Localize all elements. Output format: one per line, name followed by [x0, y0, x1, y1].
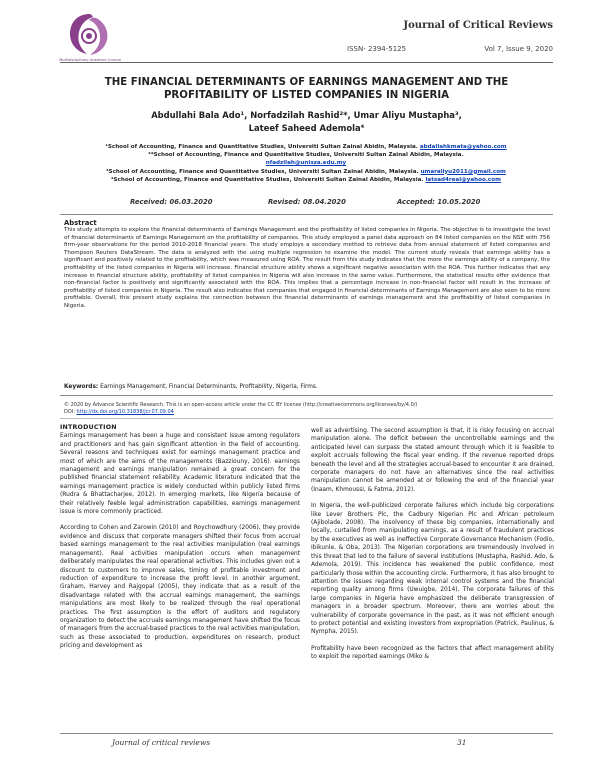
abstract-divider-bottom	[60, 395, 553, 396]
keywords	[64, 384, 550, 390]
paragraph: According to Cohen and Zarowin (2010) and Roychowdhury (2006), they provide evidence and discuss that corporate managers shifted their focus from accrual based earnings management to the real activities manipulation (real earnings management). Real activities manipulation occurs when management deliberately manipulates the real operational activities. This includes given out a discount to customers to improve sales, timing of profitable investment and reduction of expenditure to increase the profit level. In another argument, Graham, Harvey and Rajgopal (2005), they indicate that as a result of the disadvantage related with the accrual earnings management, the earnings manipulations are most likely to be realized through the real operational practices. The first assumption is the effort of auditors and regulatory organization to detect the accruals earnings management have shifted the focus of managers from the accrual-based practices to the real activities manipulation, such as those associated to production, expenditures on research, product pricing and development as	[60, 525, 300, 650]
article-title	[60, 77, 553, 103]
abstract-divider-top	[60, 214, 553, 215]
article-dates	[60, 198, 553, 210]
keywords-list: Earnings Management, Financial Determinants, Profitability, Nigeria, Firms.	[100, 384, 318, 390]
email-link[interactable]: latsad4real@yahoo.com	[425, 176, 501, 183]
logo-caption: Multidisciplinary Academic Journal	[59, 58, 121, 62]
email-link[interactable]: nfadzilah@unisza.edu.my	[265, 160, 347, 167]
footer-divider	[60, 733, 553, 734]
affiliation-text: ¹School of Accounting, Finance and Quantitative Studies, Universiti Sultan Zainal Abidin, Malaysia.	[105, 144, 418, 150]
license-line: © 2020 by Advance Scientific Research. This is an open-access article under the CC BY license (http://creativecommons.org/licenses/by/4.0/)	[64, 402, 418, 408]
affiliation-1	[56, 143, 556, 151]
authors	[60, 109, 553, 134]
doi-line	[64, 409, 550, 416]
paragraph: Earnings management has been a huge and consistent issue among regulators and practitioners and has gain significant attention in the field of accounting. Several reasons and techniques exist for earnings management practice and most of which are the aims of the managements (Bazziouny, 2016). earnings management and earnings manipulation remained a great concern for the published financial statement reliability. Academic literature indicated that the earnings management practice is widely conducted within publicly listed firms (Rudra & Bhattacharjee, 2012). In emerging markets, like Nigeria because of their relatively feeble legal administration capabilities, earnings management issue is more commonly practiced.	[60, 433, 300, 516]
title-line-2: PROFITABILITY OF LISTED COMPANIES IN NIGERIA	[163, 89, 450, 101]
paragraph: well as advertising. The second assumption is that, it is risky focusing on accrual manipulation alone. The deficit between the uncontrollable earnings and the anticipated level can surpass the stated amount through which it is feasible to exploit accruals following the fiscal year ending. If the revenue reported drops beneath the level and all the strategies accrual-based to encounter it are drained, corporate managers do not have an alternatives since the real activities manipulation cannot be amended at or following the end of the financial year (Inaam, Khmoussi, & Fatma, 2012).	[311, 428, 554, 493]
doi-link[interactable]: http://dx.doi.org/10.31838/jcr.07.09.04	[76, 409, 174, 415]
doi-label: DOI:	[64, 409, 75, 415]
title-line-1: THE FINANCIAL DETERMINANTS OF EARNINGS MANAGEMENT AND THE	[104, 77, 509, 88]
affiliations	[56, 143, 556, 184]
license-notice	[64, 402, 550, 416]
authors-line-1: Abdullahi Bala Ado¹, Norfadzilah Rashid²*, Umar Aliyu Mustapha³,	[151, 110, 462, 120]
affiliation-2	[56, 151, 556, 167]
body-column-right	[311, 427, 554, 670]
abstract-heading: Abstract	[64, 219, 97, 227]
affiliation-text: ²*School of Accounting, Finance and Quantitative Studies, Universiti Sultan Zainal Abidin, Malaysia.	[148, 152, 464, 159]
received-date: Received: 06.03.2020	[130, 198, 213, 206]
journal-name: Journal of Critical Reviews	[403, 20, 553, 31]
volume-issue: Vol 7, Issue 9, 2020	[484, 45, 553, 53]
keywords-label: Keywords:	[64, 384, 99, 390]
section-heading-introduction: INTRODUCTION	[60, 424, 117, 431]
accepted-date: Accepted: 10.05.2020	[397, 198, 481, 206]
issn: ISSN- 2394-5125	[347, 45, 407, 53]
affiliation-4	[56, 176, 556, 184]
affiliation-3	[56, 168, 556, 176]
body-column-left	[60, 424, 300, 659]
authors-line-2: Lateef Saheed Ademola⁴	[248, 122, 365, 133]
affiliation-text: ⁴School of Accounting, Finance and Quantitative Studies, Universiti Sultan Zainal Abidin, Malaysia.	[111, 176, 424, 183]
license-divider	[60, 418, 553, 419]
header-divider	[60, 62, 553, 63]
revised-date: Revised: 08.04.2020	[268, 198, 346, 206]
email-link[interactable]: umaraliyu2011@gmail.com	[420, 168, 506, 175]
paragraph: Profitability have been recognized as the factors that affect management ability to exploit the reported earnings (Miko &	[311, 645, 554, 661]
abstract-text: This study attempts to explore the financial determinants of Earnings Management and the profitability of listed companies in Nigeria. The objective is to investigate the level of financial determinants of Earnings Management on the profitability of companies. This study employed a panel data approach on 84 listed companies on the NSE with 756 firm-year observations for the period 2010-2018 financial years. The study employs a secondary method to retrieve data from annual statement of listed companies and Thompson Reuters DataStream. The data is analyzed with the using multiple regression to examine the model. The current study reveals that earnings ability has a significant and positively related to the profitability, which was measured using ROA. The result from this study indicates that the more the earnings ability of a company, the profitability of the listed companies in Nigeria will increase. Financial structure ability shows a significant negative association with the ROA. This further indicates that any increase in financial structure ability, profitability of listed companies in Nigeria will also increase in the same value. Furthermore, the statistical results offer evidence that non-financial factor is positively and significantly associated with the ROA. This implies that a percentage increase in non-financial factor will result in the increase of profitability of listed companies in Nigeria. The result also indicates that companies that engaged in financial determinants of Earnings Management are also seen to be more profitable. Overall, this present study explains the connection between the financial determinants of earnings management and the profitability of listed companies in Nigeria.	[64, 227, 550, 309]
affiliation-text: ³School of Accounting, Finance and Quantitative Studies, Universiti Sultan Zainal Abidin, Malaysia.	[106, 168, 419, 175]
paragraph: In Nigeria, the well-publicized corporate failures which include big corporations like Lever Brothers Plc, the Cadbury Nigerian Plc and African petroleum (Ajibolade, 2008). The insolvency of these big companies, internationally and locally, curtailed from manipulating earnings, as a result of fraudulent practices by the executives as well as ineffective Corporate Governance Mechanism (Fodio, Ibikunle, & Oba, 2013). The Nigerian corporations are tremendously involved in this threat that led to the failure of several institutions (Mustapha, Rashid, Ado, & Ademola, 2019). This incidence has weakened the public confidence, most particularly those within the accounting circle. Furthermore, it has also brought to attention the issues regarding weak internal control systems and the financial reporting quality among firms (Uwuigbe, 2014). The corporate failures of this large companies in Nigeria have emphasized the deliberate transgression of managers in a broader spectrum. Moreover, there are worries about the vulnerability of corporate governance in the past, as it was not efficient enough to protect potential and existing investors from expropriation (Patrick, Paulinus, & Nympha, 2015).	[311, 503, 554, 636]
email-link[interactable]: abdallahkmata@yahoo.com	[419, 144, 507, 150]
journal-logo-icon	[60, 10, 118, 58]
footer-journal: Journal of critical reviews	[112, 738, 211, 747]
page-number: 31	[457, 738, 467, 747]
